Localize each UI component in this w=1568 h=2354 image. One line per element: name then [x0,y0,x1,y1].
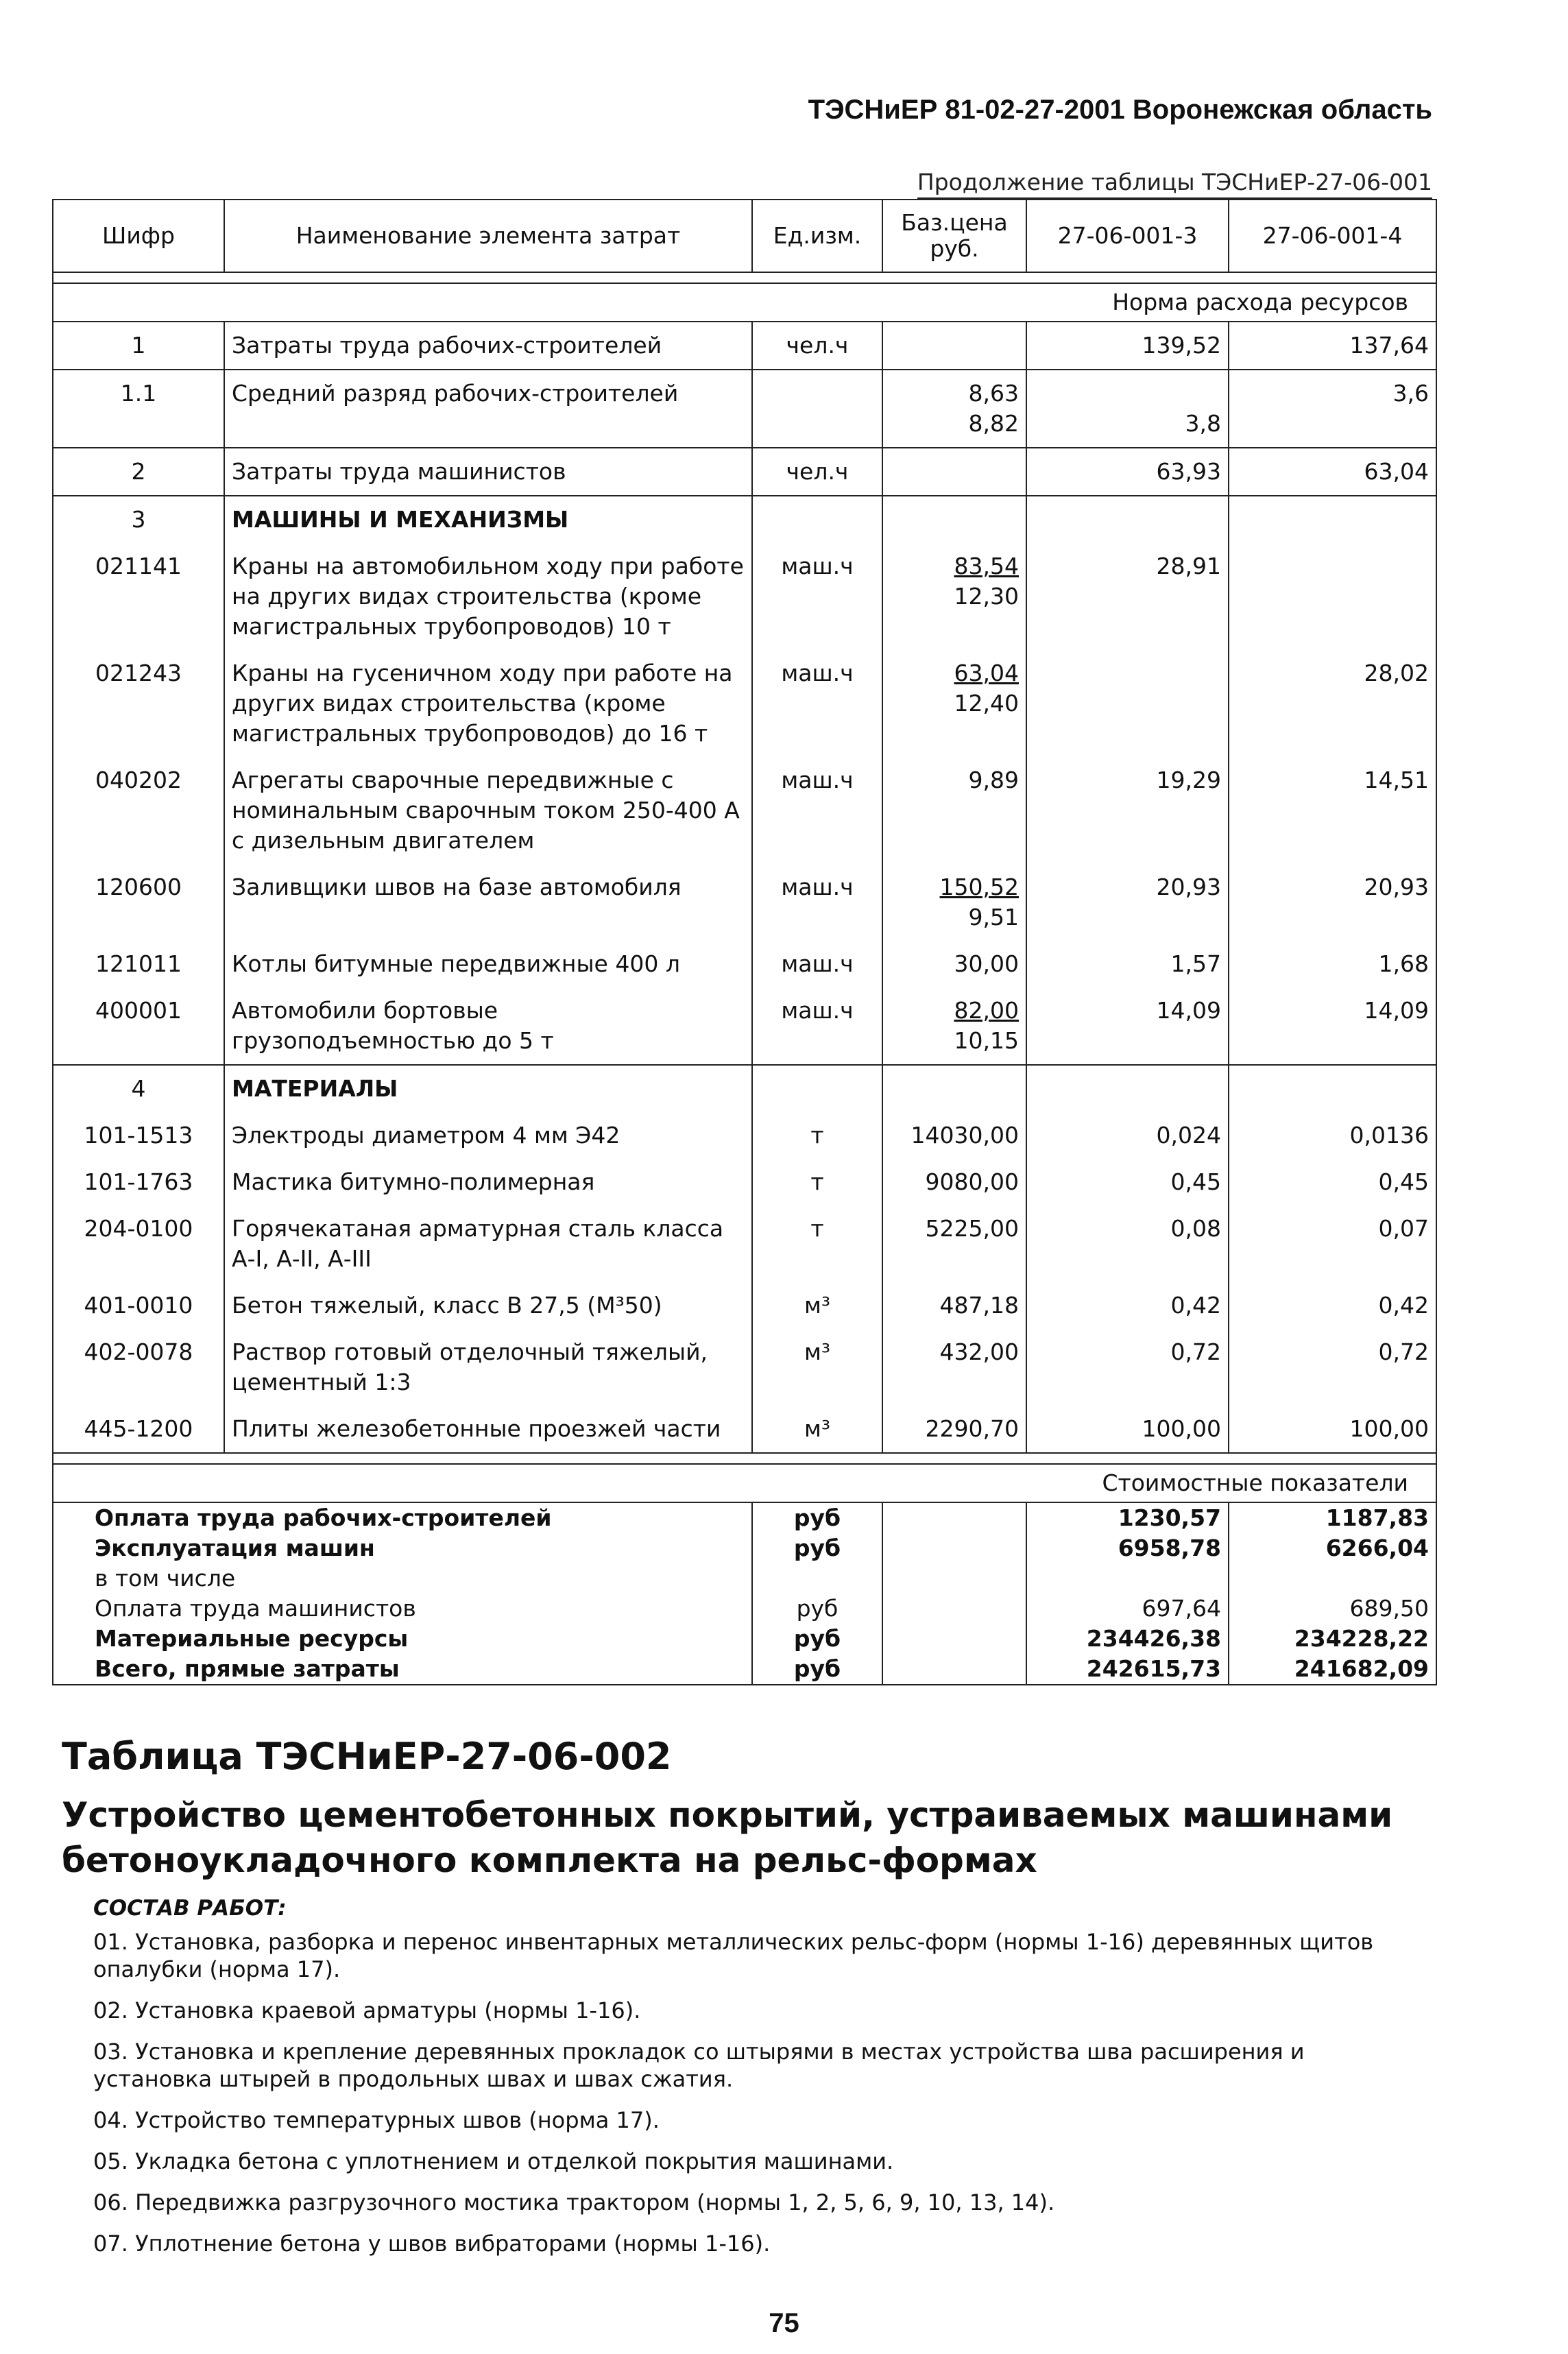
row-value-4 [1229,496,1436,543]
row-value-4: 14,09 [1229,987,1436,1065]
work-item: 04. Устройство температурных швов (норма 17). [93,2107,660,2133]
norm-band [53,283,1436,322]
row-code: 1 [53,322,224,370]
row-unit: т [752,1159,882,1205]
row-value-3: 139,52 [1026,322,1229,370]
cost-value-4: 1187,83 [1229,1502,1436,1533]
row-value-4: 20,93 [1229,864,1436,941]
row-unit: маш.ч [752,987,882,1065]
table-row [53,496,1436,543]
row-value-3: 0,72 [1026,1329,1229,1406]
price-value: 9080,00 [925,1168,1019,1195]
price-value: 487,18 [939,1292,1019,1319]
cost-value-4: 234228,22 [1229,1624,1436,1654]
work-item: 02. Установка краевой арматуры (нормы 1-16). [93,1997,641,2023]
table-row [53,650,1436,757]
cost-unit: руб [752,1624,882,1654]
row-price [882,1205,1026,1282]
cost-value-3 [1026,1563,1229,1594]
row-value-3 [1026,1065,1229,1112]
price-top: 82,00 [954,997,1019,1024]
cost-value-3: 6958,78 [1026,1533,1229,1563]
cost-value-3: 234426,38 [1026,1624,1229,1654]
row-value-4 [1229,1065,1436,1112]
col-header: Баз.цена руб. [882,200,1026,272]
works-title: СОСТАВ РАБОТ: [93,1896,287,1921]
price-value: 432,00 [939,1338,1019,1365]
row-price [882,1406,1026,1453]
row-name: Краны на гусеничном ходу при работе на других видах строительства (кроме магистральных трубопроводов) до 16 т [224,650,752,757]
row-value-4: 0,0136 [1229,1112,1436,1159]
row-unit [752,496,882,543]
row-price [882,322,1026,370]
price-value: 2290,70 [925,1415,1019,1442]
cost-row [53,1533,1436,1563]
row-value-3: 0,45 [1026,1159,1229,1205]
cost-row [53,1502,1436,1533]
table-row [53,322,1436,370]
col-header: Ед.изм. [752,200,882,272]
table-row [53,941,1436,987]
price-top: 150,52 [939,874,1019,900]
row-name: Котлы битумные передвижные 400 л [224,941,752,987]
row-price [882,941,1026,987]
work-item: 03. Установка и крепление деревянных прокладок со штырями в местах устройства шва расширения и установка штырей в продольных швах и швах сжатия. [93,2039,1305,2092]
row-unit: м³ [752,1406,882,1453]
row-value-3: 20,93 [1026,864,1229,941]
cost-unit: руб [752,1594,882,1624]
col-header: 27-06-001-3 [1026,200,1229,272]
cost-value-3: 242615,73 [1026,1654,1229,1685]
row-price [882,543,1026,650]
spacer-row [53,1453,1436,1464]
row-value-3: 19,29 [1026,757,1229,864]
row-value-3 [1026,496,1229,543]
row-unit: чел.ч [752,448,882,496]
row-code: 121011 [53,941,224,987]
row-price [882,1282,1026,1329]
row-value-4: 28,02 [1229,650,1436,757]
row-name: Мастика битумно-полимерная [224,1159,752,1205]
row-unit: чел.ч [752,322,882,370]
resource-table [52,199,1437,1685]
table-row [53,1282,1436,1329]
row-price [882,757,1026,864]
cost-price [882,1502,1026,1533]
row-price [882,864,1026,941]
row-value-3: 1,57 [1026,941,1229,987]
row-code: 400001 [53,987,224,1065]
table2-title: Таблица ТЭСНиЕР-27-06-002 [62,1735,672,1778]
cost-row [53,1654,1436,1685]
row-code: 4 [53,1065,224,1112]
row-name: Затраты труда машинистов [224,448,752,496]
cost-value-4: 6266,04 [1229,1533,1436,1563]
row-unit: маш.ч [752,650,882,757]
row-value-4: 0,07 [1229,1205,1436,1282]
row-unit: т [752,1112,882,1159]
norm-label: Норма расхода ресурсов [53,283,1436,322]
table-row [53,448,1436,496]
row-unit: т [752,1205,882,1282]
row-value-4: 0,72 [1229,1329,1436,1406]
table-row [53,1065,1436,1112]
price-top: 63,04 [954,660,1019,686]
cost-price [882,1624,1026,1654]
cost-price [882,1594,1026,1624]
row-code: 3 [53,496,224,543]
cost-band [53,1464,1436,1502]
row-code: 1.1 [53,370,224,448]
row-name: Раствор готовый отделочный тяжелый, цементный 1:3 [224,1329,752,1406]
continuation-caption: Продолжение таблицы ТЭСНиЕР-27-06-001 [917,167,1432,199]
row-unit: маш.ч [752,757,882,864]
table-row [53,1205,1436,1282]
price-value: 9,89 [968,767,1019,793]
row-code: 101-1513 [53,1112,224,1159]
price-value: 10,15 [954,1027,1019,1054]
row-name: Автомобили бортовые грузоподъемностью до 5 т [224,987,752,1065]
price-top: 83,54 [954,553,1019,579]
row-unit: маш.ч [752,543,882,650]
col-header: Наименование элемента затрат [224,200,752,272]
row-code: 101-1763 [53,1159,224,1205]
cost-value-3: 1230,57 [1026,1502,1229,1533]
cost-row [53,1594,1436,1624]
price-value: 12,40 [954,690,1019,717]
row-name: Горячекатаная арматурная сталь класса А-I, А-II, А-III [224,1205,752,1282]
cost-price [882,1533,1026,1563]
row-price [882,1112,1026,1159]
price-value: 30,00 [954,950,1019,977]
price-value: 5225,00 [925,1215,1019,1242]
table-row [53,757,1436,864]
row-price [882,370,1026,448]
row-unit: маш.ч [752,864,882,941]
row-value-4 [1229,543,1436,650]
row-value-4: 100,00 [1229,1406,1436,1453]
price-value: 14030,00 [910,1122,1019,1149]
row-value-4: 0,42 [1229,1282,1436,1329]
table-row [53,543,1436,650]
table-header-row [53,200,1436,272]
table-row [53,987,1436,1065]
row-value-3: 100,00 [1026,1406,1229,1453]
page-number: 75 [769,2308,799,2338]
row-price [882,496,1026,543]
row-name: Заливщики швов на базе автомобиля [224,864,752,941]
price-value: 12,30 [954,583,1019,610]
row-unit [752,370,882,448]
work-item: 01. Установка, разборка и перенос инвентарных металлических рельс-форм (нормы 1-16) деревянных щитов опалубки (норма 17). [93,1929,1374,1982]
row-code: 021243 [53,650,224,757]
row-code: 040202 [53,757,224,864]
cost-value-4: 689,50 [1229,1594,1436,1624]
row-code: 445-1200 [53,1406,224,1453]
row-name: Электроды диаметром 4 мм Э42 [224,1112,752,1159]
work-item: 07. Уплотнение бетона у швов вибраторами (нормы 1-16). [93,2231,771,2257]
row-unit: м³ [752,1329,882,1406]
row-value-3: 63,93 [1026,448,1229,496]
row-code: 401-0010 [53,1282,224,1329]
cost-name: Всего, прямые затраты [53,1654,752,1685]
row-code: 120600 [53,864,224,941]
cost-unit: руб [752,1533,882,1563]
cost-label: Стоимостные показатели [53,1464,1436,1502]
row-name: Бетон тяжелый, класс В 27,5 (М³50) [224,1282,752,1329]
cost-row [53,1563,1436,1594]
row-price [882,448,1026,496]
row-code: 2 [53,448,224,496]
spacer-row [53,272,1436,283]
row-unit: м³ [752,1282,882,1329]
cost-row [53,1624,1436,1654]
cost-price [882,1654,1026,1685]
row-value-3: 0,08 [1026,1205,1229,1282]
cost-price [882,1563,1026,1594]
row-name: Плиты железобетонные проезжей части [224,1406,752,1453]
cost-unit [752,1563,882,1594]
table-row [53,1112,1436,1159]
row-unit [752,1065,882,1112]
row-price [882,1159,1026,1205]
table-row [53,1159,1436,1205]
row-unit: маш.ч [752,941,882,987]
table-row [53,864,1436,941]
cost-name: в том числе [53,1563,752,1594]
resource-table-body [53,200,1436,1685]
row-code: 021141 [53,543,224,650]
price-value: 8,63 8,82 [968,380,1019,437]
row-value-4: 14,51 [1229,757,1436,864]
row-name: Агрегаты сварочные передвижные с номинальным сварочным током 250-400 А с дизельным двигателем [224,757,752,864]
cost-unit: руб [752,1502,882,1533]
row-value-3: 14,09 [1026,987,1229,1065]
cost-value-4 [1229,1563,1436,1594]
row-value-3 [1026,650,1229,757]
row-name: Средний разряд рабочих-строителей [224,370,752,448]
row-value-4: 0,45 [1229,1159,1436,1205]
row-code: 402-0078 [53,1329,224,1406]
row-price [882,1329,1026,1406]
document-header: ТЭСНиЕР 81-02-27-2001 Воронежская область [808,95,1432,125]
row-price [882,987,1026,1065]
works-list [93,1928,1423,2271]
row-price [882,650,1026,757]
col-header: 27-06-001-4 [1229,200,1436,272]
cost-unit: руб [752,1654,882,1685]
row-name: Затраты труда рабочих-строителей [224,322,752,370]
cost-value-3: 697,64 [1026,1594,1229,1624]
row-value-3: 0,42 [1026,1282,1229,1329]
cost-name: Эксплуатация машин [53,1533,752,1563]
cost-name: Материальные ресурсы [53,1624,752,1654]
row-value-3: 0,024 [1026,1112,1229,1159]
table2-subtitle: Устройство цементобетонных покрытий, устраиваемых машинами бетоноукладочного комплекта на рельс-формах [62,1795,1393,1880]
row-name: МАШИНЫ И МЕХАНИЗМЫ [224,496,752,543]
cost-name: Оплата труда рабочих-строителей [53,1502,752,1533]
work-item: 05. Укладка бетона с уплотнением и отделкой покрытия машинами. [93,2148,894,2174]
row-price [882,1065,1026,1112]
cost-value-4: 241682,09 [1229,1654,1436,1685]
row-code: 204-0100 [53,1205,224,1282]
price-value: 9,51 [968,904,1019,930]
row-name: МАТЕРИАЛЫ [224,1065,752,1112]
row-value-4: 63,04 [1229,448,1436,496]
row-name: Краны на автомобильном ходу при работе на других видах строительства (кроме магистральных трубопроводов) 10 т [224,543,752,650]
table-row [53,1406,1436,1453]
work-item: 06. Передвижка разгрузочного мостика трактором (нормы 1, 2, 5, 6, 9, 10, 13, 14). [93,2189,1055,2215]
row-value-3: 3,8 [1026,370,1229,448]
row-value-4: 137,64 [1229,322,1436,370]
row-value-4: 3,6 [1229,370,1436,448]
row-value-3: 28,91 [1026,543,1229,650]
table-row [53,370,1436,448]
row-value-4: 1,68 [1229,941,1436,987]
table-row [53,1329,1436,1406]
cost-name: Оплата труда машинистов [53,1594,752,1624]
col-header: Шифр [53,200,224,272]
